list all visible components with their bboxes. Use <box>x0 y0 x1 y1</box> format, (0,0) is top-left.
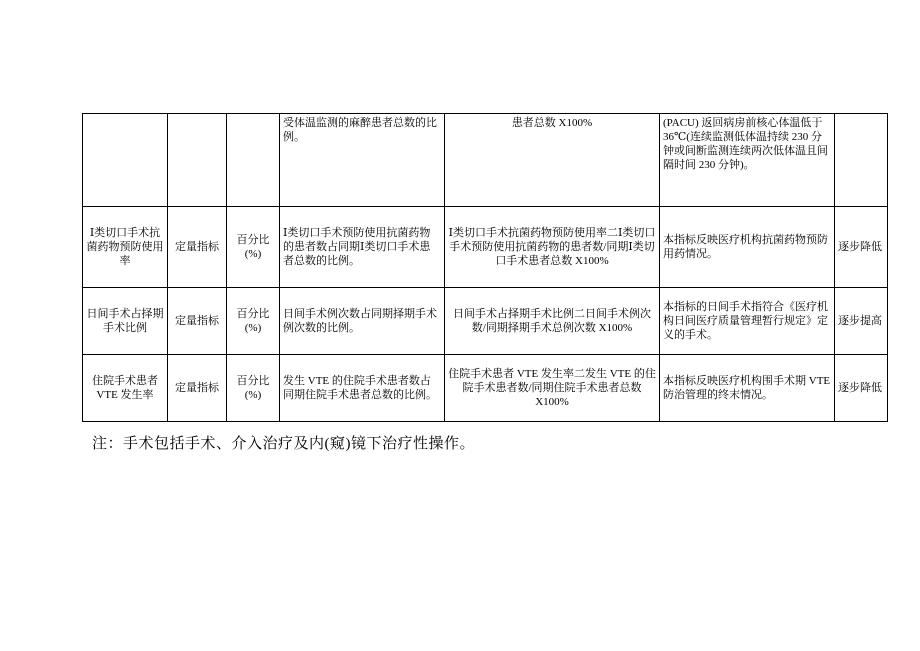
cell-indicator-name: 日间手术占择期手术比例 <box>83 288 168 355</box>
table-row <box>83 288 888 355</box>
cell-indicator-formula: Ⅰ类切口手术抗菌药物预防使用率二Ⅰ类切口手术预防使用抗菌药物的患者数/同期Ⅰ类切口手术患者总数 X100% <box>445 207 660 288</box>
cell-indicator-note: 本指标的日间手术指符合《医疗机构日间医疗质量管理暂行规定》定义的手术。 <box>660 288 835 355</box>
cell-indicator-definition: 日间手术例次数占同期择期手术例次数的比例。 <box>280 288 445 355</box>
cell-indicator-formula: 日间手术占择期手术比例二日间手术例次数/同期择期手术总例次数 X100% <box>445 288 660 355</box>
cell-indicator-type: 定量指标 <box>168 288 227 355</box>
cell-indicator-trend: 逐步降低 <box>835 207 888 288</box>
cell-indicator-name: Ⅰ类切口手术抗菌药物预防使用率 <box>83 207 168 288</box>
cell-indicator-type <box>168 114 227 207</box>
cell-indicator-unit: 百分比(%) <box>227 355 280 422</box>
cell-indicator-definition: 发生 VTE 的住院手术患者数占同期住院手术患者总数的比例。 <box>280 355 445 422</box>
cell-indicator-note: (PACU) 返回病房前核心体温低于36℃(连续监测低体温持续 230 分钟或间断监测连续两次低体温且间隔时间 230 分钟)。 <box>660 114 835 207</box>
table-row <box>83 355 888 422</box>
cell-indicator-name <box>83 114 168 207</box>
cell-indicator-formula: 住院手术患者 VTE 发生率二发生 VTE 的住院手术患者数/同期住院手术患者总数 X100% <box>445 355 660 422</box>
cell-indicator-definition: 受体温监测的麻醉患者总数的比例。 <box>280 114 445 207</box>
footnote-text: 注：手术包括手术、介入治疗及内(窥)镜下治疗性操作。 <box>92 436 475 452</box>
cell-indicator-note: 本指标反映医疗机构围手术期 VTE 防治管理的终末情况。 <box>660 355 835 422</box>
table-row <box>83 114 888 207</box>
cell-indicator-unit <box>227 114 280 207</box>
table-row <box>83 207 888 288</box>
indicator-table <box>82 113 888 422</box>
cell-indicator-trend: 逐步降低 <box>835 355 888 422</box>
cell-indicator-trend: 逐步提高 <box>835 288 888 355</box>
cell-indicator-type: 定量指标 <box>168 355 227 422</box>
cell-indicator-unit: 百分比(%) <box>227 207 280 288</box>
cell-indicator-name: 住院手术患者 VTE 发生率 <box>83 355 168 422</box>
cell-indicator-definition: Ⅰ类切口手术预防使用抗菌药物的患者数占同期Ⅰ类切口手术患者总数的比例。 <box>280 207 445 288</box>
cell-indicator-unit: 百分比(%) <box>227 288 280 355</box>
cell-indicator-formula: 患者总数 X100% <box>445 114 660 207</box>
cell-indicator-trend <box>835 114 888 207</box>
cell-indicator-note: 本指标反映医疗机构抗菌药物预防用药情况。 <box>660 207 835 288</box>
cell-indicator-type: 定量指标 <box>168 207 227 288</box>
